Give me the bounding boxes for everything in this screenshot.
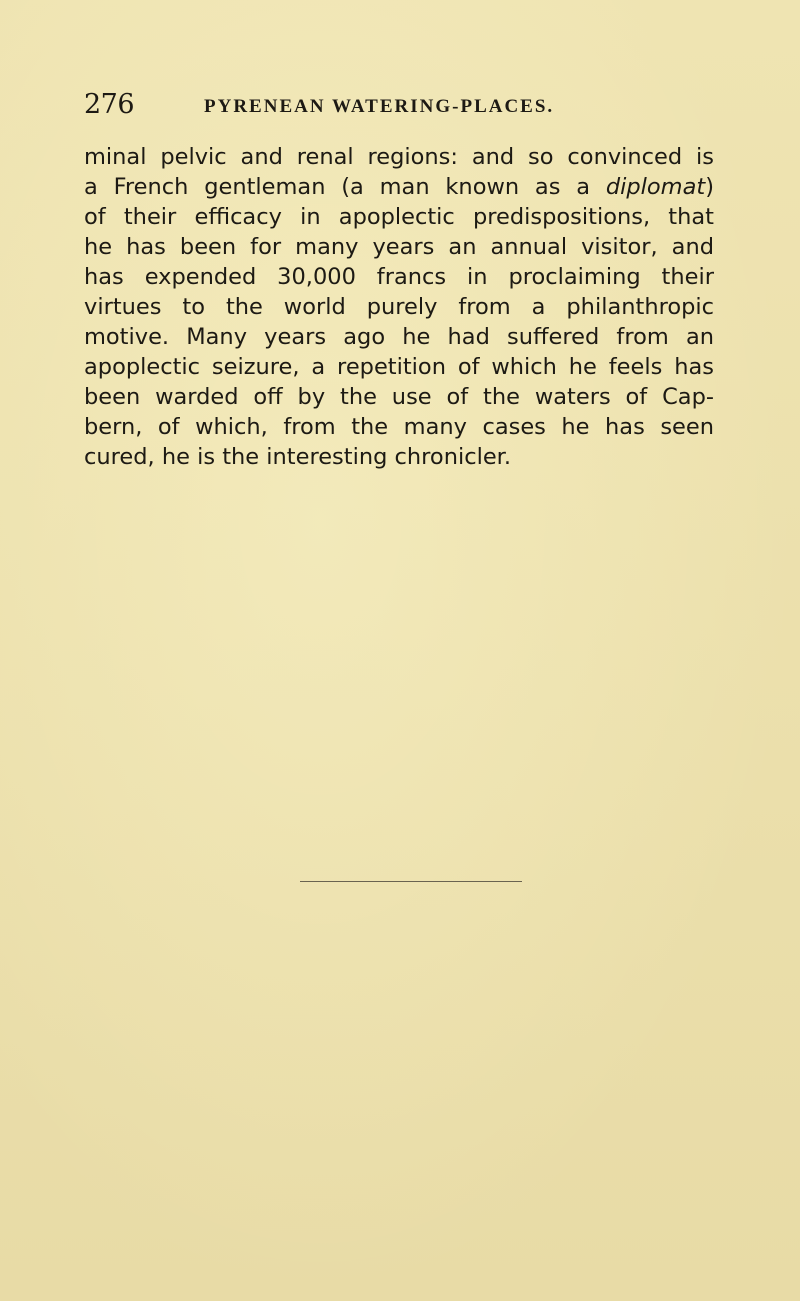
italic-word: diplomat [605,174,706,200]
text-line-4: he has been for many years an annual visitor, and [84,234,714,260]
page-number: 276 [84,89,135,120]
running-title: PYRENEAN WATERING-PLACES. [204,96,555,117]
text-line-6: virtues to the world purely from a philanthropic [84,294,714,320]
text-line-7: motive. Many years ago he had suffered from an [84,324,714,350]
text-line-5: has expended 30,000 francs in proclaiming their [84,264,714,290]
text-line-8: apoplectic seizure, a repetition of which he feels has [84,354,714,380]
closing-paren: ) [705,174,714,200]
running-head [84,88,724,124]
text-line-2-roman: a French gentleman (a man known as a [84,174,591,200]
body-paragraph [84,142,714,472]
text-line-2 [84,172,714,202]
section-rule [300,881,522,882]
text-line-1: minal pelvic and renal regions: and so convinced is [84,144,714,170]
text-line-10: bern, of which, from the many cases he has seen [84,414,714,440]
text-line-3: of their efficacy in apoplectic predispositions, that [84,204,714,230]
text-line-11: cured, he is the interesting chronicler. [84,444,512,470]
text-line-9: been warded off by the use of the waters of Cap- [84,384,714,410]
